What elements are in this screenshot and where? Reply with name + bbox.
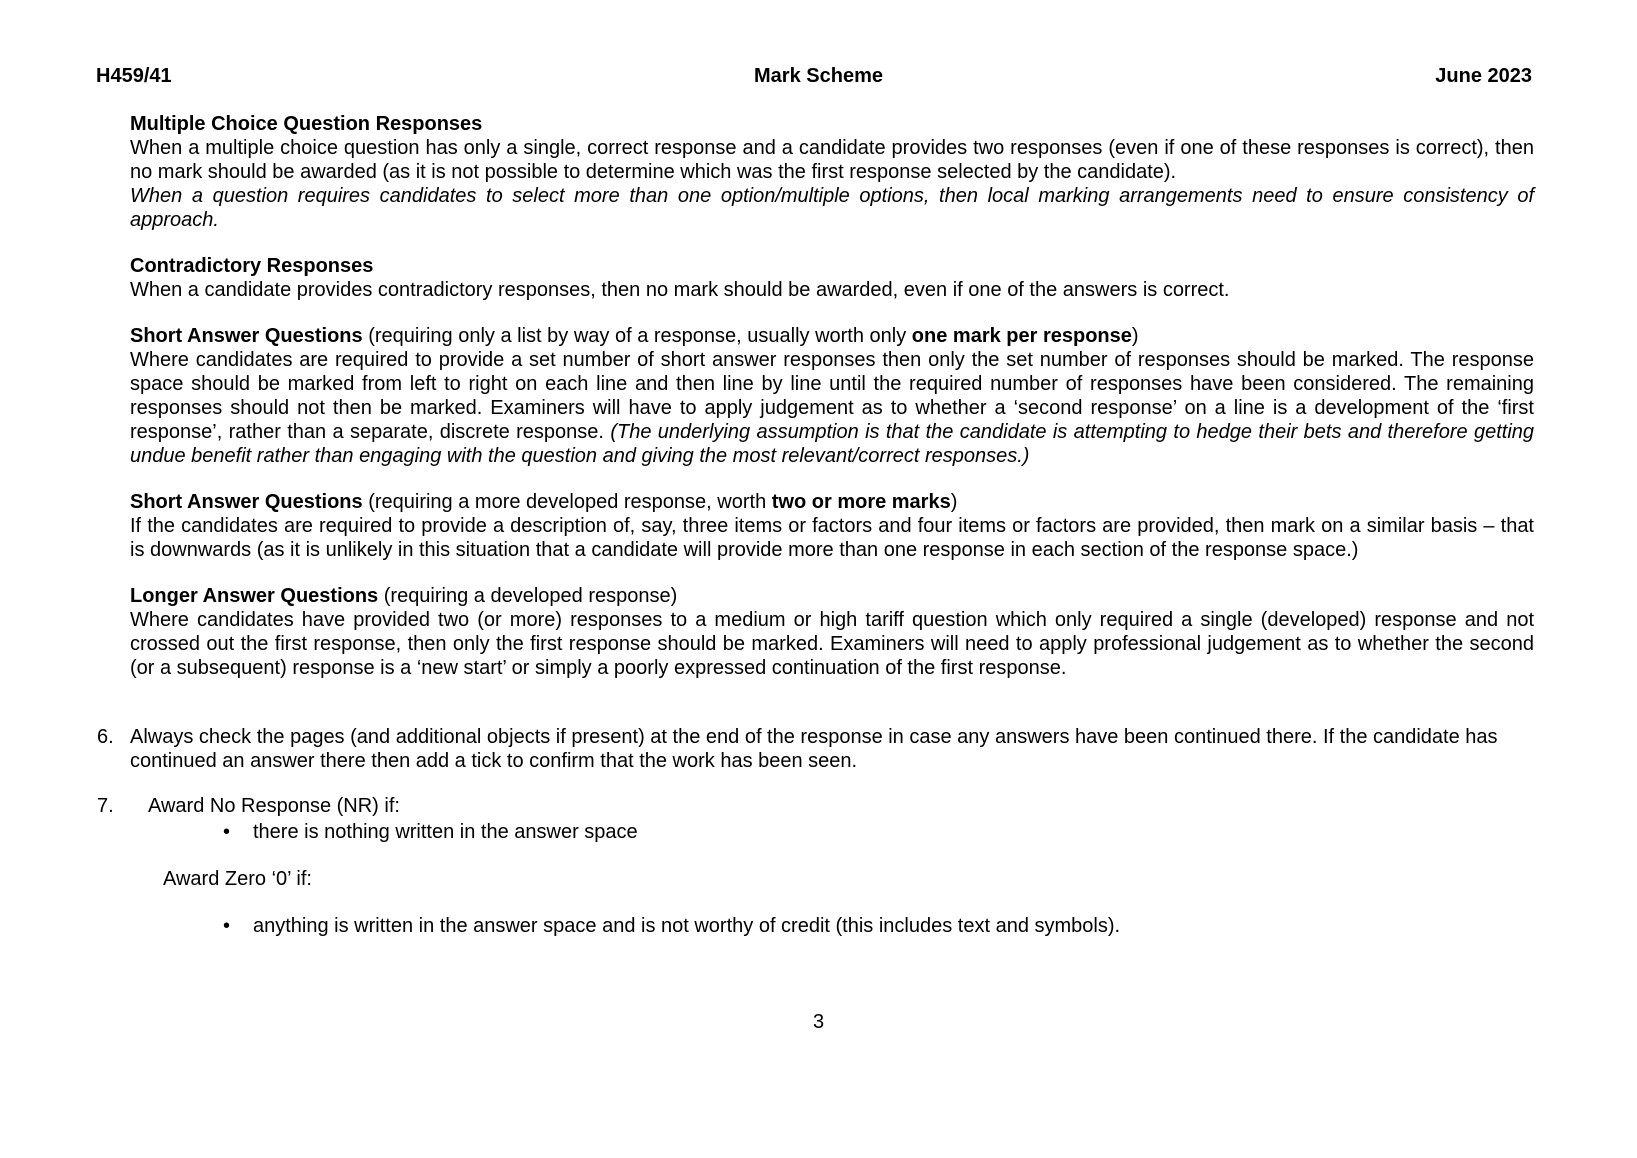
section-heading: Longer Answer Questions (requiring a developed response) [130,585,678,607]
bullet-no-response [223,820,1534,844]
section-paragraph: When a multiple choice question has only a single, correct response and a candidate provides two responses (even if one of these responses is correct), then no mark should be awarded (as it is not possible to determine which was the first response selected by the candidate). [130,137,1534,183]
doc-date: June 2023 [1435,65,1532,87]
doc-code: H459/41 [96,65,172,87]
bullet-icon: • [223,915,231,937]
section-multiple-choice-question-responses [130,112,1534,232]
doc-title: Mark Scheme [754,65,883,87]
item-text: Always check the pages (and additional objects if present) at the end of the response in case any answers have been continued there. If the candidate has continued an answer there then add a tick to confirm that the work has been seen. [130,726,1498,772]
section-heading: Contradictory Responses [130,255,374,277]
section-heading: Short Answer Questions (requiring only a list by way of a response, usually worth only one mark per response) [130,325,1139,347]
section-paragraph: When a candidate provides contradictory responses, then no mark should be awarded, even if one of the answers is correct. [130,279,1230,301]
page-header [96,64,1534,88]
section-paragraph: Where candidates have provided two (or more) responses to a medium or high tariff question which only required a single (developed) response and not crossed out the first response, then only the first response should be marked. Examiners will need to apply professional judgement as to whether the second (or a subsequent) response is a ‘new start’ or simply a poorly expressed continuation of the first response. [130,609,1534,679]
bullet-award-zero [223,914,1534,938]
page-number: 3 [812,1011,825,1033]
item-number: 7. [97,795,114,817]
section-paragraph-italic: When a question requires candidates to select more than one option/multiple options, then local marking arrangements need to ensure consistency of approach. [130,185,1534,231]
bullet-icon: • [223,821,231,843]
award-zero-heading: Award Zero ‘0’ if: [163,868,312,890]
content-area [130,112,1534,680]
section-short-answer-questions-list [130,324,1534,468]
section-paragraph: Where candidates are required to provide a set number of short answer responses then only the set number of responses should be marked. The response space should be marked from left to right on each line and then line by line until the required number of responses have been considered. The remaining responses should not then be marked. Examiners will have to apply judgement as to whether a ‘second response’ on a line is a development of the ‘first response’, rather than a separate, discrete response. (The underlying assumption is that the candidate is attempting to hedge their bets and therefore getting undue benefit rather than engaging with the question and giving the most relevant/correct responses.) [130,349,1535,467]
bullet-text: anything is written in the answer space and is not worthy of credit (this includes text and symbols). [253,915,1121,937]
section-short-answer-questions-developed [130,490,1534,562]
section-paragraph: If the candidates are required to provide a description of, say, three items or factors and four items or factors are provided, then mark on a similar basis – that is downwards (as it is unlikely in this situation that a candidate will provide more than one response in each section of the response space.) [130,515,1534,561]
section-heading: Short Answer Questions (requiring a more developed response, worth two or more marks) [130,491,958,513]
numbered-item-7 [97,794,1534,818]
section-longer-answer-questions [130,584,1534,680]
section-heading: Multiple Choice Question Responses [130,113,483,135]
item-text: Award No Response (NR) if: [148,795,400,817]
item-number: 6. [97,726,114,748]
bullet-text: there is nothing written in the answer space [253,821,638,843]
section-contradictory-responses [130,254,1534,302]
numbered-item-6 [97,725,1534,773]
